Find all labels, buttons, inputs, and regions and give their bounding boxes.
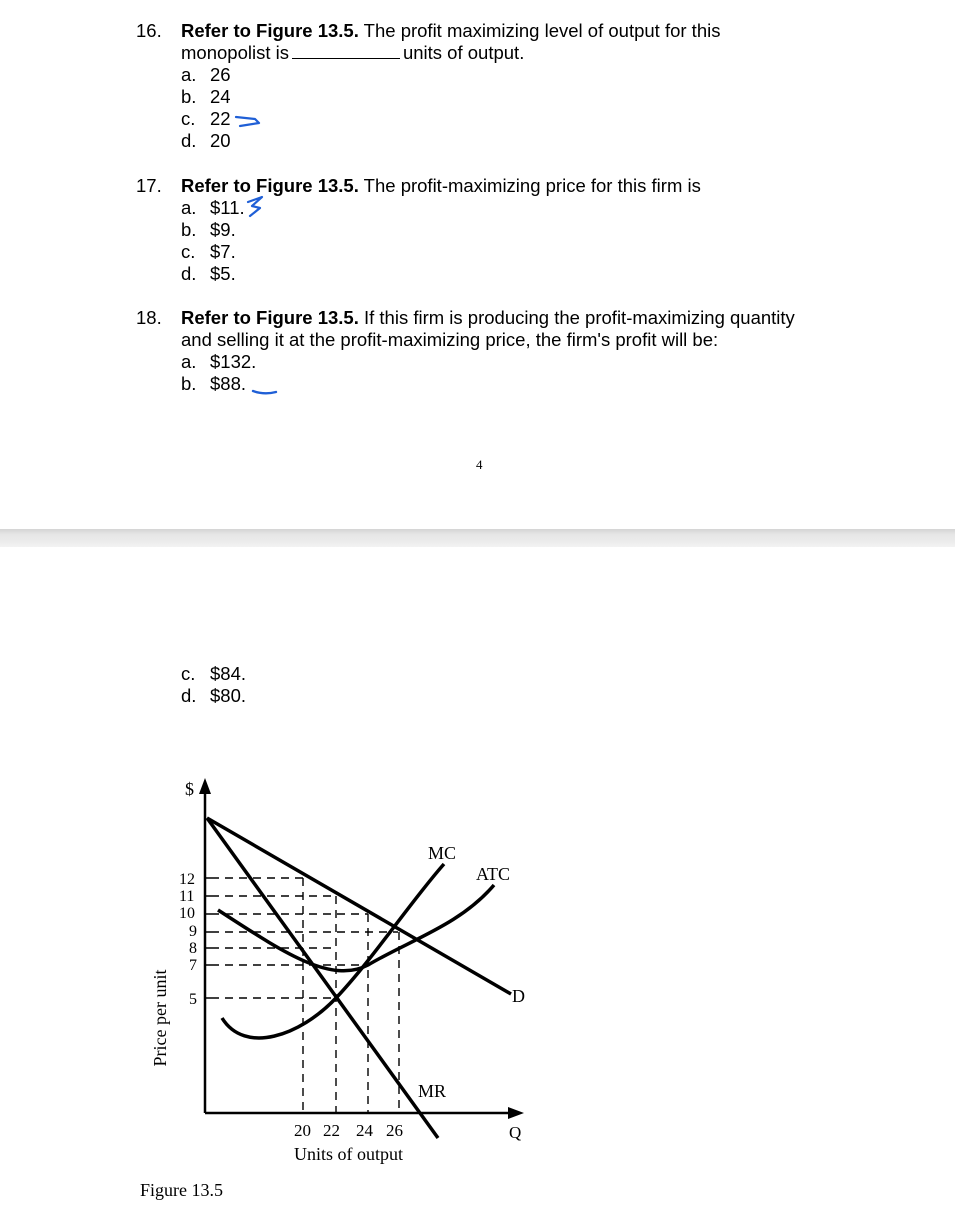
option-letter: b. [181,373,197,394]
x-tick-label: 22 [323,1121,340,1140]
stem-text: monopolist is [181,42,289,63]
y-axis-arrow-icon [199,778,211,794]
option-text: $11. [210,197,245,218]
option-b [181,373,246,395]
stem-text: If this firm is producing the profit-maximizing quantity [364,307,795,328]
question-stem-line-1 [181,20,720,42]
page-break-divider [0,529,955,547]
option-c [181,241,236,263]
question-number: 16. [136,20,162,41]
option-a [181,64,231,86]
x-axis-arrow-icon [508,1107,524,1119]
marginal-revenue-curve [207,818,438,1138]
demand-label: D [512,986,525,1006]
figure-reference: Refer to Figure 13.5. [181,307,359,328]
figure-13-5-chart [0,760,600,1180]
x-axis-label: Units of output [294,1144,404,1164]
y-tick-label: 8 [189,940,197,957]
option-letter: b. [181,86,197,107]
option-text: $132. [210,351,257,372]
option-letter: d. [181,685,197,706]
question-stem-line-2: and selling it at the profit-maximizing price, the firm's profit will be: [181,329,719,350]
page-number: 4 [476,457,483,472]
option-b [181,86,231,108]
option-text: $9. [210,219,236,240]
option-text: $5. [210,263,236,284]
option-letter: a. [181,351,197,372]
option-letter: b. [181,219,197,240]
option-c [181,108,231,130]
average-total-cost-curve [218,885,494,971]
option-text: 26 [210,64,231,85]
y-tick-label: 10 [179,905,195,922]
y-tick-label: 11 [179,888,195,905]
question-number: 17. [136,175,162,196]
option-a [181,351,256,373]
question-stem-line-1 [181,307,795,329]
figure-reference: Refer to Figure 13.5. [181,175,359,196]
handwritten-stroke [248,197,262,216]
option-letter: c. [181,241,196,262]
option-text: 24 [210,86,231,107]
figure-reference: Refer to Figure 13.5. [181,20,359,41]
figure-caption: Figure 13.5 [140,1180,223,1200]
option-d [181,685,246,707]
option-letter: a. [181,197,197,218]
option-b [181,219,236,241]
handwritten-mark-icon [250,386,280,398]
option-text: 20 [210,130,231,151]
option-text: $7. [210,241,236,262]
y-tick-label: 7 [189,957,197,974]
option-letter: c. [181,663,196,684]
option-text: $80. [210,685,247,706]
atc-label: ATC [476,864,511,884]
option-a [181,197,245,219]
option-letter: a. [181,64,197,85]
answer-blank [292,42,400,59]
x-axis-symbol: Q [509,1123,522,1142]
x-tick-label: 24 [356,1121,373,1140]
question-stem-line-2 [181,42,524,64]
x-tick-label: 20 [294,1121,311,1140]
option-d [181,130,231,152]
option-text: 22 [210,108,231,129]
option-letter: d. [181,130,197,151]
mr-label: MR [418,1081,447,1101]
option-letter: c. [181,108,196,129]
option-text: $84. [210,663,247,684]
question-number: 18. [136,307,162,328]
y-tick-label: 5 [189,991,197,1008]
option-text: $88. [210,373,247,394]
y-tick-label: 12 [179,871,195,888]
handwritten-stroke [253,391,276,393]
stem-text: The profit-maximizing price for this firm is [363,175,701,196]
handwritten-stroke [236,117,259,126]
y-tick-label: 9 [189,923,197,940]
handwritten-mark-icon [233,110,263,130]
option-d [181,263,236,285]
x-tick-label: 26 [386,1121,403,1140]
y-axis-symbol: $ [185,779,194,799]
stem-text: units of output. [402,42,525,63]
y-axis-label: Price per unit [150,969,170,1067]
option-letter: d. [181,263,197,284]
handwritten-mark-icon [244,194,270,220]
option-c [181,663,246,685]
mc-label: MC [428,843,457,863]
stem-text: The profit maximizing level of output for this [363,20,721,41]
